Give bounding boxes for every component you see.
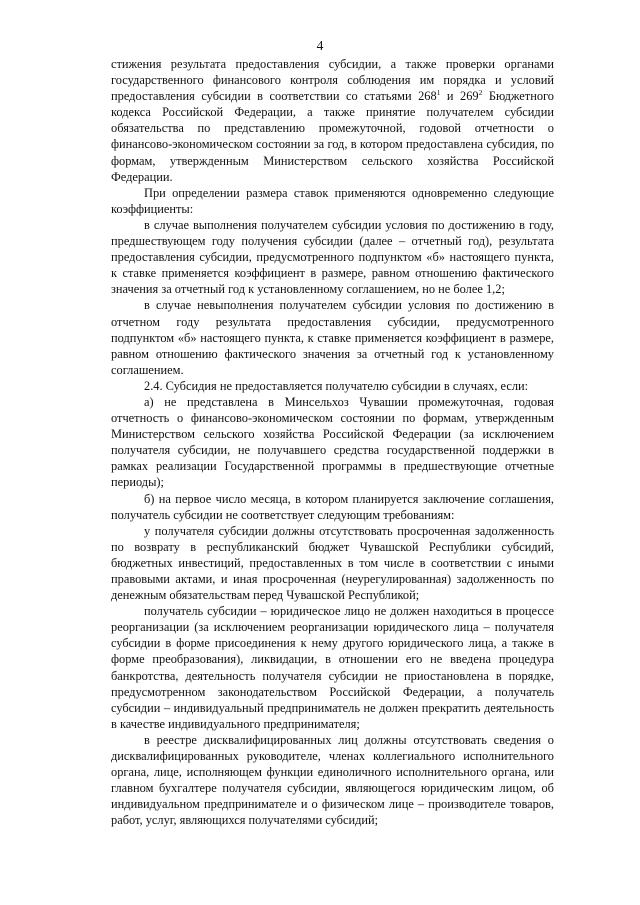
paragraph-coefficient-not-achieved: в случае невыполнения получателем субсидии условия по достижению в отчетном году результата предоставления субсидии, предусмотренного подпунктом «б» настоящего пункта, к ставке применяется коэффициент в размере, равном отношению фактического значения за отчетный год к установленному соглашением. (111, 298, 554, 377)
article-superscript: 1 (436, 88, 441, 98)
paragraph-text: и 269 (440, 89, 479, 104)
paragraph-coefficient-achieved: в случае выполнения получателем субсидии условия по достижению в году, предшествующем году получения субсидии (далее – отчетный год), результата предоставления субсидии, предусмотренного подпунктом «б» настоящего пункта, к ставке применяется коэффициент в размере, равном отношению фактического значения за отчетный год к установленному соглашением, но не более 1,2; (111, 217, 554, 297)
article-superscript: 2 (478, 88, 483, 98)
paragraph-coefficients-intro: При определении размера ставок применяются одновременно следующие коэффициенты: (111, 185, 554, 216)
paragraph-section-2-4: 2.4. Субсидия не предоставляется получателю субсидии в случаях, если: (144, 378, 529, 393)
document-body (111, 56, 554, 829)
paragraph-item-a: а) не представлена в Минсельхоз Чувашии промежуточная, годовая отчетность о финансово-экономическом состоянии по формам, утвержденным Министерством сельского хозяйства Российской Федерации (за исключением получателя субсидии, не получавшего средства государственной поддержки в рамках реализации Государственной программы в предшествующие отчетные периоды); (111, 394, 554, 490)
paragraph-requirement-disqualified: в реестре дисквалифицированных лиц должны отсутствовать сведения о дисквалифицированных руководителе, членах коллегиального исполнительного органа, лице, исполняющем функции единоличного исполнительного органа, или главном бухгалтере получателя субсидии, являющегося юридическим лицом, об индивидуальном предпринимателе и о физическом лице – производителе товаров, работ, услуг, являющихся получателями субсидий; (111, 732, 554, 828)
paragraph-requirement-debt: у получателя субсидии должны отсутствовать просроченная задолженность по возврату в республиканский бюджет Чувашской Республики субсидий, бюджетных инвестиций, предоставленных в том числе в соответствии с иными правовыми актами, и иная просроченная (неурегулированная) задолженность по денежным обязательствам перед Чувашской Республикой; (111, 523, 554, 603)
paragraph-text: Бюджетного кодекса Российской Федерации, а также принятие получателем субсидии обязательства по представлению промежуточной, годовой отчетности о финансово-экономическом состоянии за год, в котором предоставлена субсидия, по формам, утвержденным Министерством сельского хозяйства Российской Федерации. (111, 89, 554, 184)
paragraph-requirement-reorganization: получатель субсидии – юридическое лицо не должен находиться в процессе реорганизации (за исключением реорганизации юридического лица – получателя субсидии в форме присоединения к нему другого юридического лица, а также в форме преобразования), ликвидации, в отношении его не введена процедура банкротства, деятельность получателя субсидии не приостановлена в порядке, предусмотренном законодательством Российской Федерации, а получатель субсидии – индивидуальный предприниматель не должен прекратить деятельность в качестве индивидуального предпринимателя; (111, 604, 554, 731)
paragraph-text: стижения результата предоставления субсидии, а также проверки органами государственного финансового контроля соблюдения им порядка и условий предоставления субсидии в соответствии со статьями 268 (111, 57, 554, 104)
page-number: 4 (316, 38, 324, 53)
paragraph-continuation (111, 56, 554, 185)
paragraph-item-b: б) на первое число месяца, в котором планируется заключение соглашения, получатель субсидии не соответствует следующим требованиям: (111, 491, 554, 522)
